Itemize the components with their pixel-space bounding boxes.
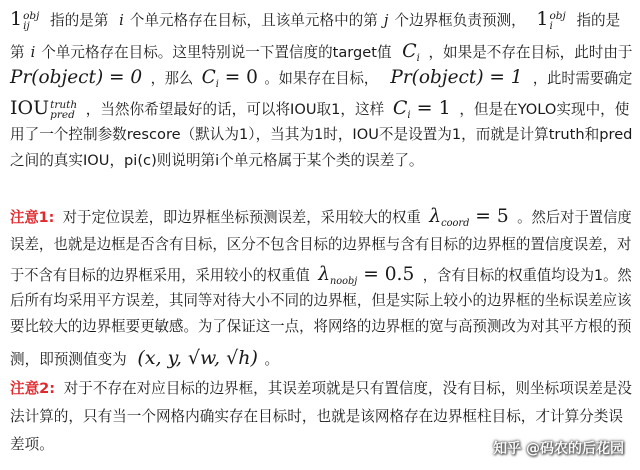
p1-line5: 用了一个控制参数rescore（默认为1），当其为1时，IOU不是设置为1，而就是计算truth和pred (10, 126, 633, 143)
note1-label: 注意1: (10, 209, 55, 226)
p1-line1: 1 obj ij 指的是第 i 个单元格存在目标，且该单元格中的第 j 个边界框负责预测， 1 obj i 指的是 (10, 2, 620, 36)
iou-truth-pred: IOU (10, 97, 50, 119)
eq-pr-object-0: Pr(object) = 0 (10, 66, 143, 88)
p1-line2: 第 i 个单元格存在目标。这里特别说一下置信度的target值 $C_i$ ，如果是不存在目标，此时由于 (10, 40, 633, 64)
p2-line6: 测，即预测值变为 (x, y, √w, √h) 。 (10, 347, 280, 369)
p2-line1: 注意1: 对于定位误差，即边界框坐标预测误差，采用较大的权重 $\lambda_{coord} = 5$ 。然后对于置信度 (10, 205, 632, 229)
p2-line3: 于不含有目标的边界框采用，采用较小的权重值 $\lambda_{noobj} = 0.5$ ，含有目标的权重值均设为1。然 (10, 263, 632, 287)
p1-line6: 之间的真实IOU，pi(c)则说明第i个单元格属于某个类的误差了。 (10, 152, 424, 169)
p3-line2: 法计算的，只有当一个网格内确实存在目标时，也就是该网格存在边界框柱目标，才计算分类误 (10, 408, 623, 425)
eq-sqrt-tuple: (x, y, √w, √h) (137, 347, 258, 369)
p1-line3: Pr(object) = 0 ，那么 $C_i = 0$ 。如果存在目标， Pr(object) = 1 ，此时需要确定 (10, 66, 633, 90)
p2-line4: 后所有均采用平方误差，其同等对待大小不同的边界框，但是实际上较小的边界框的坐标误差应该 (10, 292, 632, 309)
note2-label: 注意2: (10, 380, 56, 397)
p2-line5: 要比较大的边界框要更敏感。为了保证这一点，将网络的边界框的宽与高预测改为对其平方根的预 (10, 318, 632, 335)
lambda-coord: λ (429, 205, 442, 227)
indicator-obj-ij-scripts: obj ij (23, 10, 40, 32)
p1-line4: IOU truth pred ，当然你希望最好的话，可以将IOU取1，这样 $C_i = 1$ ，但是在YOLO实现中，使 (10, 97, 630, 121)
indicator-obj-ij: 1 (10, 8, 23, 30)
p3-line3: 差项。 (10, 436, 54, 453)
p3-line1: 注意2: 对于不存在对应目标的边界框，其误差项就是只有置信度，没有目标，则坐标项误差是没 (10, 380, 633, 397)
eq-pr-object-1: Pr(object) = 1 (390, 66, 523, 88)
indicator-obj-i-scripts: obj i (549, 10, 566, 32)
p2-line2: 误差，也就是边框是否含有目标，区分不包含目标的边界框与含有目标的边界框的置信度误差，对 (10, 236, 632, 253)
indicator-obj-i: 1 (536, 8, 549, 30)
lambda-noobj: λ (318, 263, 330, 285)
zhihu-watermark: 知乎 @码农的后花园 (493, 441, 624, 457)
